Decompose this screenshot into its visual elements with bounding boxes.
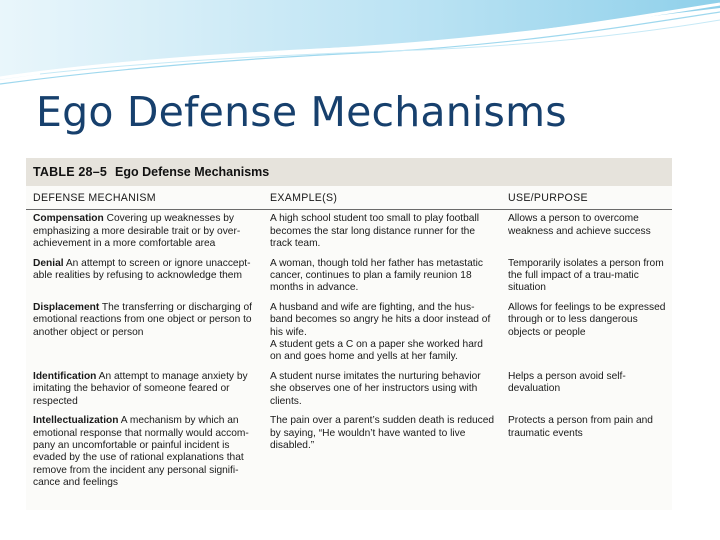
table-caption-text: Ego Defense Mechanisms: [115, 165, 270, 179]
example-cell: A woman, though told her father has metastatic cancer, continues to plan a family reunion 18 months in advance.: [270, 257, 483, 294]
example-text: A husband and wife are fighting, and the hus-band becomes so angry he hits a door instead of his wife.: [270, 301, 491, 338]
mechanism-term: Intellectualization: [33, 415, 119, 427]
mechanism-definition: An attempt to manage anxiety by imitating the behavior of someone feared or respected: [33, 370, 248, 407]
slide-title: Ego Defense Mechanisms: [36, 88, 567, 136]
mechanism-cell: [26, 299, 263, 368]
table-row: [26, 210, 672, 255]
mechanism-cell: [26, 412, 263, 493]
mechanism-term: Identification: [33, 370, 97, 382]
mechanism-term: Denial: [33, 257, 64, 269]
table-row: [26, 412, 672, 493]
purpose-cell: Protects a person from pain and traumatic events: [508, 415, 653, 439]
example-cell: The pain over a parent’s sudden death is reduced by saying, “He wouldn’t have wanted to live disabled.”: [270, 415, 495, 451]
table-caption: [26, 158, 672, 186]
table-row: [26, 299, 672, 368]
purpose-cell: Allows for feelings to be expressed through or to less dangerous objects or people: [508, 301, 666, 338]
example-cell: A student nurse imitates the nurturing behavior she observes one of her instructors using with clients.: [270, 370, 481, 407]
mechanisms-grid: [26, 186, 672, 494]
purpose-cell: Temporarily isolates a person from the full impact of a trau-matic situation: [508, 257, 664, 294]
table-number: TABLE 28–5: [33, 165, 108, 179]
mechanism-term: Compensation: [33, 213, 104, 225]
mechanism-cell: [26, 368, 263, 412]
header-wave-decoration: [0, 0, 720, 90]
mechanism-cell: [26, 255, 263, 299]
purpose-cell: Helps a person avoid self-devaluation: [508, 370, 626, 395]
column-header-purpose: USE/PURPOSE: [501, 186, 672, 210]
example-text-second: A student gets a C on a paper she worked hard on and goes home and yells at her family.: [270, 339, 483, 363]
mechanism-definition: Covering up weaknesses by emphasizing a more desirable trait or by over-achievement in a more comfortable area: [33, 213, 241, 250]
table-header-row: [26, 186, 672, 210]
mechanism-cell: [26, 210, 263, 255]
purpose-cell: Allows a person to overcome weakness and achieve success: [508, 213, 651, 237]
column-header-examples: EXAMPLE(S): [263, 186, 501, 210]
table-row: [26, 368, 672, 412]
mechanism-definition: The transferring or discharging of emotional reactions from one object or person to another object or person: [33, 301, 252, 338]
table-row: [26, 255, 672, 299]
example-cell: [263, 299, 501, 368]
mechanism-term: Displacement: [33, 301, 100, 313]
mechanism-definition: A mechanism by which an emotional response that normally would accom-pany an uncomfortable or painful incident is evaded by the use of rational explanations that remove from the incident any personal signifi-cance and feelings: [33, 415, 249, 489]
column-header-mechanism: DEFENSE MECHANISM: [26, 186, 263, 210]
defense-mechanisms-table: [26, 158, 672, 510]
mechanism-definition: An attempt to screen or ignore unaccept-able realities by refusing to acknowledge them: [33, 257, 251, 282]
example-cell: A high school student too small to play football becomes the star long distance runner for the track team.: [270, 213, 479, 250]
